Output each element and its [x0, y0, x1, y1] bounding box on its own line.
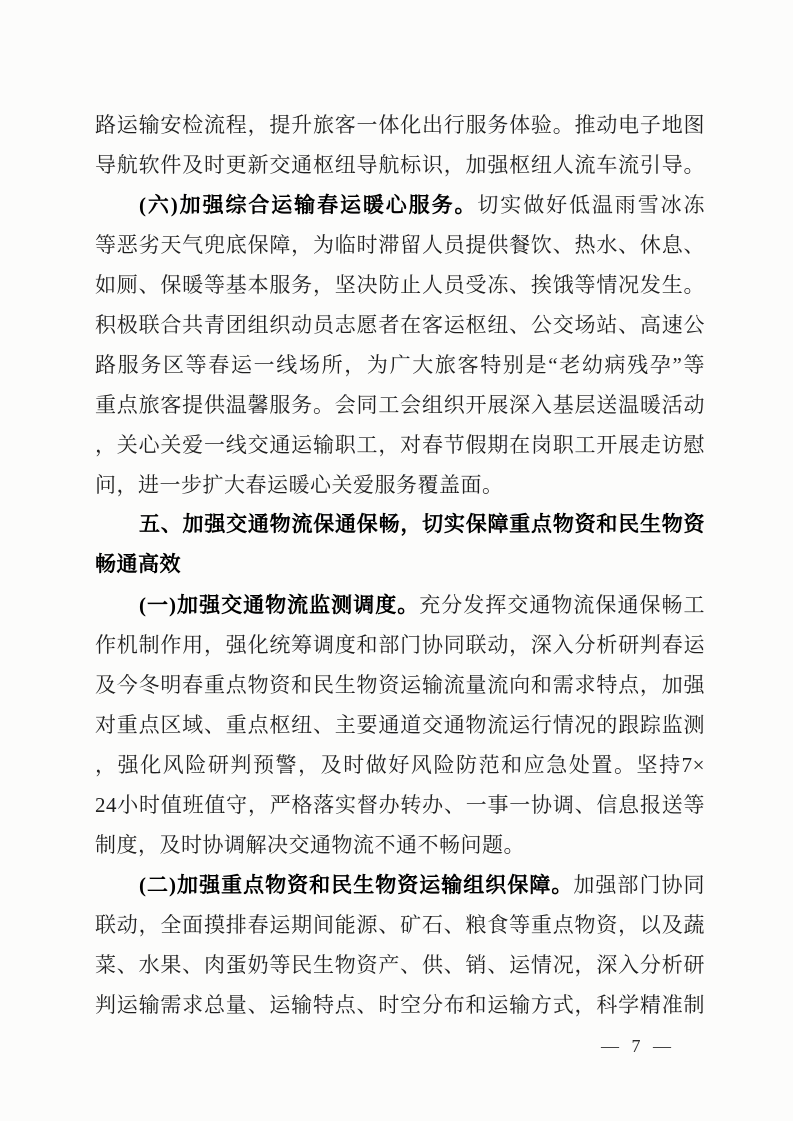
doc-line [95, 745, 705, 785]
doc-line [95, 305, 705, 345]
doc-line-section-5-title [95, 505, 705, 545]
line-text: 24小时值班值守，严格落实督办转办、一事一协调、信息报送等 [95, 793, 705, 817]
line-text: 路运输安检流程，提升旅客一体化出行服务体验。推动电子地图 [95, 113, 705, 137]
line-text: 对重点区域、重点枢纽、主要通道交通物流运行情况的跟踪监测 [95, 713, 705, 737]
line-text: 重点旅客提供温馨服务。会同工会组织开展深入基层送温暖活动 [95, 393, 705, 417]
doc-line [95, 345, 705, 385]
line-text: 积极联合共青团组织动员志愿者在客运枢纽、公交场站、高速公 [95, 313, 705, 337]
line-bold-text: (一)加强交通物流监测调度。 [139, 593, 420, 617]
line-text: 及今冬明春重点物资和民生物资运输流量流向和需求特点，加强 [95, 673, 705, 697]
doc-line [95, 665, 705, 705]
doc-line [95, 905, 705, 945]
page-number: — 7 — [601, 1036, 675, 1056]
doc-line [95, 225, 705, 265]
line-text: 问，进一步扩大春运暖心关爱服务覆盖面。 [95, 473, 504, 497]
doc-line-section-5-title [95, 545, 705, 585]
doc-line [95, 785, 705, 825]
line-text: 作机制作用，强化统筹调度和部门协同联动，深入分析研判春运 [95, 633, 705, 657]
line-text: 导航软件及时更新交通枢纽导航标识，加强枢纽人流车流引导。 [95, 153, 705, 177]
doc-line [95, 145, 705, 185]
line-bold-text: 五、加强交通物流保通保畅，切实保障重点物资和民生物资 [139, 513, 705, 536]
line-bold-text: (六)加强综合运输春运暖心服务。 [139, 193, 478, 217]
line-text: 充分发挥交通物流保通保畅工 [419, 593, 705, 617]
line-text: 判运输需求总量、运输特点、时空分布和运输方式，科学精准制 [95, 993, 705, 1017]
line-bold-text: 畅通高效 [95, 553, 181, 576]
doc-line-section-6-heading [95, 185, 705, 225]
line-bold-text: (二)加强重点物资和民生物资运输组织保障。 [139, 873, 574, 897]
doc-line [95, 265, 705, 305]
line-text: 切实做好低温雨雪冰冻 [477, 193, 705, 217]
doc-line [95, 385, 705, 425]
doc-line [95, 625, 705, 665]
line-text: ，关心关爱一线交通运输职工，对春节假期在岗职工开展走访慰 [95, 433, 705, 457]
text-block [95, 105, 705, 1025]
doc-line [95, 425, 705, 465]
doc-line [95, 945, 705, 985]
doc-line-section-1-heading [95, 585, 705, 625]
line-text: ，强化风险研判预警，及时做好风险防范和应急处置。坚持7× [95, 753, 705, 777]
line-text: 菜、水果、肉蛋奶等民生物资产、供、销、运情况，深入分析研 [95, 953, 705, 977]
doc-line [95, 985, 705, 1025]
line-text: 如厕、保暖等基本服务，坚决防止人员受冻、挨饿等情况发生。 [95, 273, 705, 297]
line-text: 加强部门协同 [573, 873, 705, 897]
doc-line [95, 705, 705, 745]
line-text: 等恶劣天气兜底保障，为临时滞留人员提供餐饮、热水、休息、 [95, 233, 705, 257]
doc-line-section-2-heading [95, 865, 705, 905]
doc-line [95, 105, 705, 145]
doc-line [95, 825, 705, 865]
line-text: 制度，及时协调解决交通物流不通不畅问题。 [95, 833, 525, 857]
doc-line [95, 465, 705, 505]
line-text: 联动，全面摸排春运期间能源、矿石、粮食等重点物资，以及蔬 [95, 913, 705, 937]
line-text: 路服务区等春运一线场所，为广大旅客特别是“老幼病残孕”等 [95, 353, 705, 377]
